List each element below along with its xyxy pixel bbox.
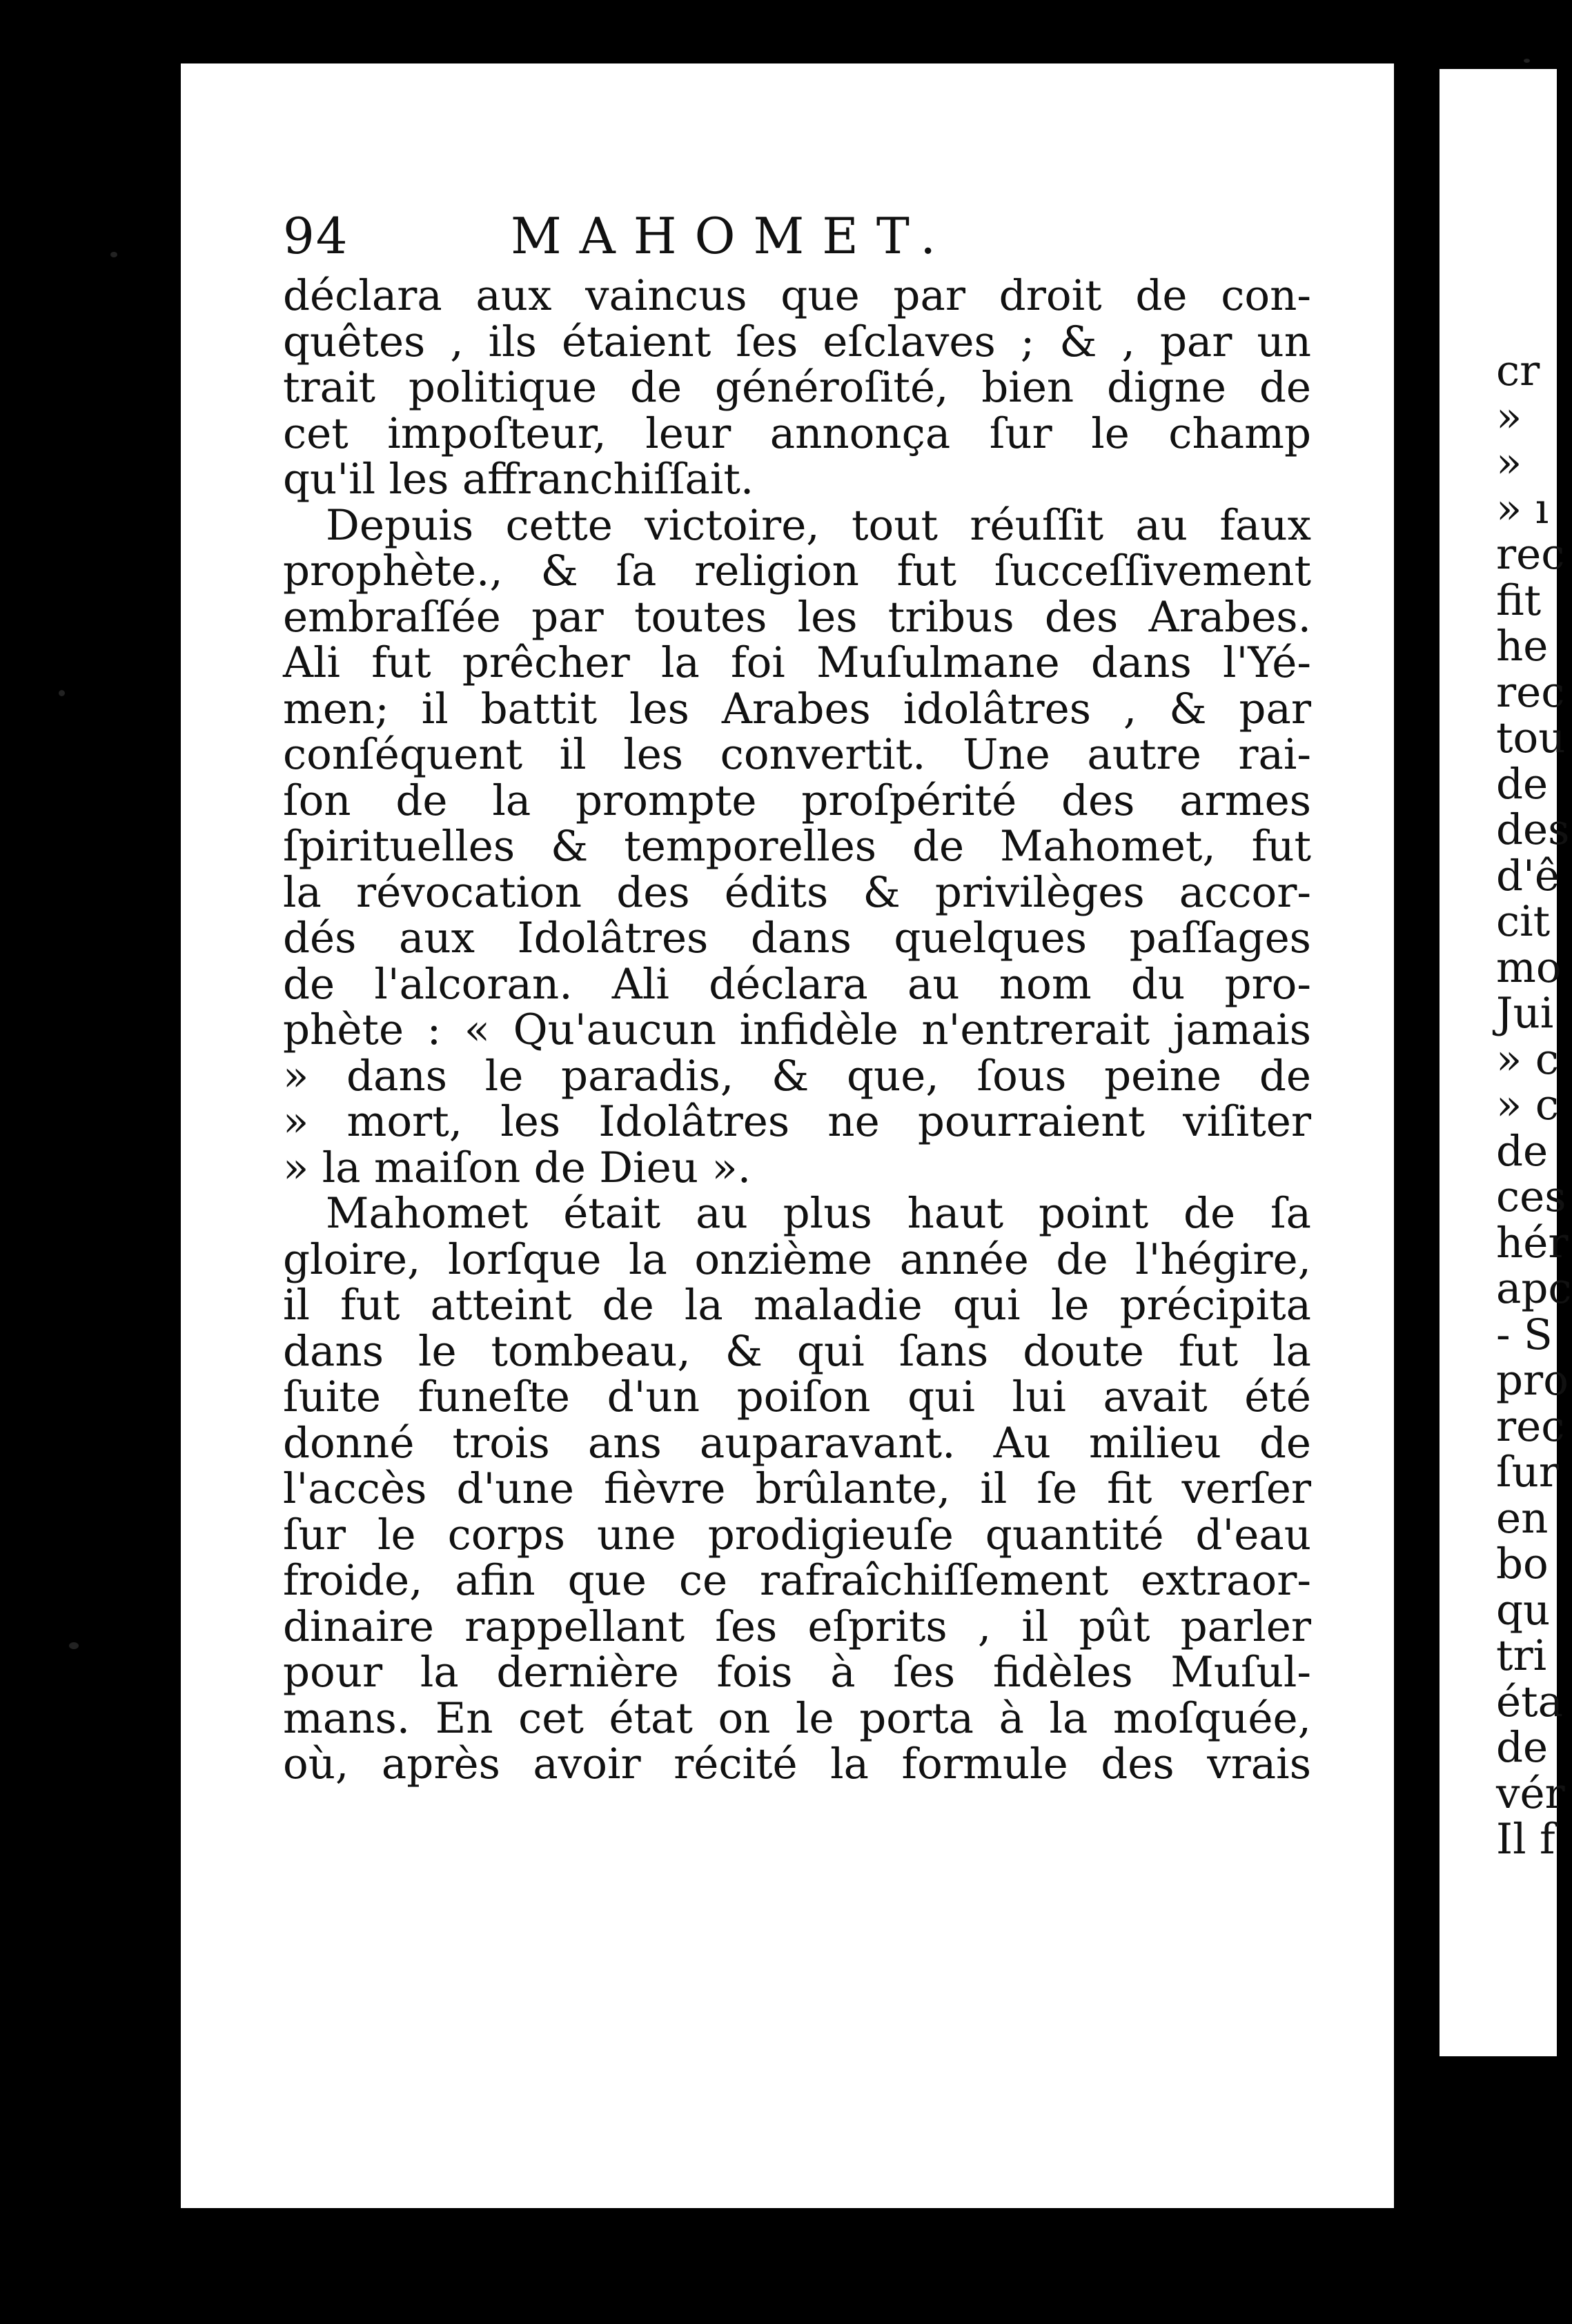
text-line: dans le tombeau, & qui ſans doute fut la <box>283 1326 1311 1376</box>
facing-fragment: » c <box>1496 1081 1559 1130</box>
facing-fragment: » ı <box>1496 484 1549 533</box>
facing-fragment: » <box>1496 392 1522 442</box>
facing-fragment: ſur <box>1496 1448 1560 1497</box>
text-line: embraſſée par toutes les tribus des Arabes. <box>283 592 1311 642</box>
facing-page <box>1440 69 1572 2056</box>
text-line: prophète., & ſa religion fut ſucceſſivement <box>283 546 1311 595</box>
scan-speck <box>69 1642 79 1649</box>
facing-fragment: bo <box>1496 1539 1549 1588</box>
facing-fragment: éta <box>1496 1677 1563 1726</box>
facing-fragment: rec <box>1496 667 1565 717</box>
text-line: dés aux Idolâtres dans quelques paſſages <box>283 914 1311 963</box>
facing-fragment: qu <box>1496 1585 1551 1635</box>
facing-fragment: » <box>1496 438 1522 487</box>
text-line: déclara aux vaincus que par droit de con- <box>283 271 1311 320</box>
facing-fragment: - S <box>1496 1310 1553 1359</box>
facing-fragment: de <box>1496 1723 1549 1772</box>
facing-fragment: Il f <box>1496 1815 1555 1864</box>
text-line: Depuis cette victoire, tout réuſſit au faux <box>326 500 1311 550</box>
text-line: la révocation des édits & privilèges accor- <box>283 867 1311 917</box>
text-line: » mort, les Idolâtres ne pourraient viſiter <box>283 1097 1311 1146</box>
facing-fragment: rec <box>1496 530 1565 579</box>
facing-fragment: ces <box>1496 1172 1566 1221</box>
text-line: donné trois ans auparavant. Au milieu de <box>283 1418 1311 1468</box>
facing-fragment: fit <box>1496 575 1542 625</box>
facing-fragment: vér <box>1496 1769 1565 1818</box>
text-line: cet impoſteur, leur annonça ſur le champ <box>283 408 1311 458</box>
facing-fragment: » c <box>1496 1034 1559 1084</box>
facing-page-text <box>1496 348 1572 1863</box>
facing-fragment: de <box>1496 759 1549 809</box>
text-line: ſon de la prompte proſpérité des armes <box>283 776 1311 825</box>
facing-fragment: Jui <box>1496 989 1554 1038</box>
text-line: phète : « Qu'aucun infidèle n'entrerait jamais <box>283 1005 1311 1054</box>
text-line: il fut atteint de la maladie qui le précipita <box>283 1281 1311 1330</box>
facing-fragment: mo <box>1496 943 1562 992</box>
body-text <box>283 273 1311 1788</box>
facing-fragment: d'ê <box>1496 851 1560 900</box>
text-line: froide, afin que ce rafraîchiſſement extraor- <box>283 1556 1311 1605</box>
text-line: dinaire rappellant ſes eſprits , il pût parler <box>283 1602 1311 1651</box>
facing-fragment: rec <box>1496 1401 1565 1451</box>
text-line: » la maiſon de Dieu ». <box>283 1143 751 1192</box>
facing-fragment: cr <box>1496 346 1540 395</box>
text-line: ſur le corps une prodigieuſe quantité d'eau <box>283 1510 1311 1559</box>
facing-fragment: pro <box>1496 1356 1569 1405</box>
facing-fragment: he <box>1496 622 1549 671</box>
text-line: quêtes , ils étaient ſes eſclaves ; & , par un <box>283 317 1311 366</box>
facing-fragment: en <box>1496 1493 1549 1543</box>
scan-speck <box>110 252 117 257</box>
text-line: l'accès d'une fièvre brûlante, il ſe fit verſer <box>283 1464 1311 1513</box>
running-title: MAHOMET. <box>511 207 954 265</box>
text-line: de l'alcoran. Ali déclara au nom du pro- <box>283 959 1311 1009</box>
scan-speck <box>59 690 65 696</box>
text-line: gloire, lorſque la onzième année de l'hégire, <box>283 1234 1311 1284</box>
facing-fragment: apc <box>1496 1264 1572 1313</box>
facing-fragment: hér <box>1496 1218 1569 1268</box>
text-line: ſuite funeſte d'un poiſon qui lui avait été <box>283 1372 1311 1421</box>
text-line: conſéquent il les convertit. Une autre rai- <box>283 730 1311 779</box>
text-line: pour la dernière fois à ſes fidèles Muſul- <box>283 1648 1311 1697</box>
text-line: ſpirituelles & temporelles de Mahomet, fut <box>283 822 1311 871</box>
text-line: men; il battit les Arabes idolâtres , & par <box>283 684 1311 733</box>
text-line: Ali fut prêcher la foi Muſulmane dans l'Yé- <box>283 638 1311 687</box>
facing-fragment: des <box>1496 805 1570 854</box>
page-number: 94 <box>283 207 349 265</box>
scan-speck <box>1524 59 1530 63</box>
text-line: trait politique de généroſité, bien digne de <box>283 363 1311 412</box>
facing-fragment: cit <box>1496 897 1551 946</box>
facing-fragment: tri <box>1496 1631 1547 1680</box>
page-header <box>283 207 1152 276</box>
text-line: où, après avoir récité la formule des vrais <box>283 1740 1311 1789</box>
facing-fragment: tou <box>1496 713 1566 762</box>
text-line: Mahomet était au plus haut point de ſa <box>326 1189 1311 1238</box>
text-line: qu'il les affranchiſſait. <box>283 455 754 504</box>
facing-fragment: de <box>1496 1126 1549 1176</box>
text-line: » dans le paradis, & que, ſous peine de <box>283 1051 1311 1101</box>
text-line: mans. En cet état on le porta à la moſquée, <box>283 1693 1311 1743</box>
